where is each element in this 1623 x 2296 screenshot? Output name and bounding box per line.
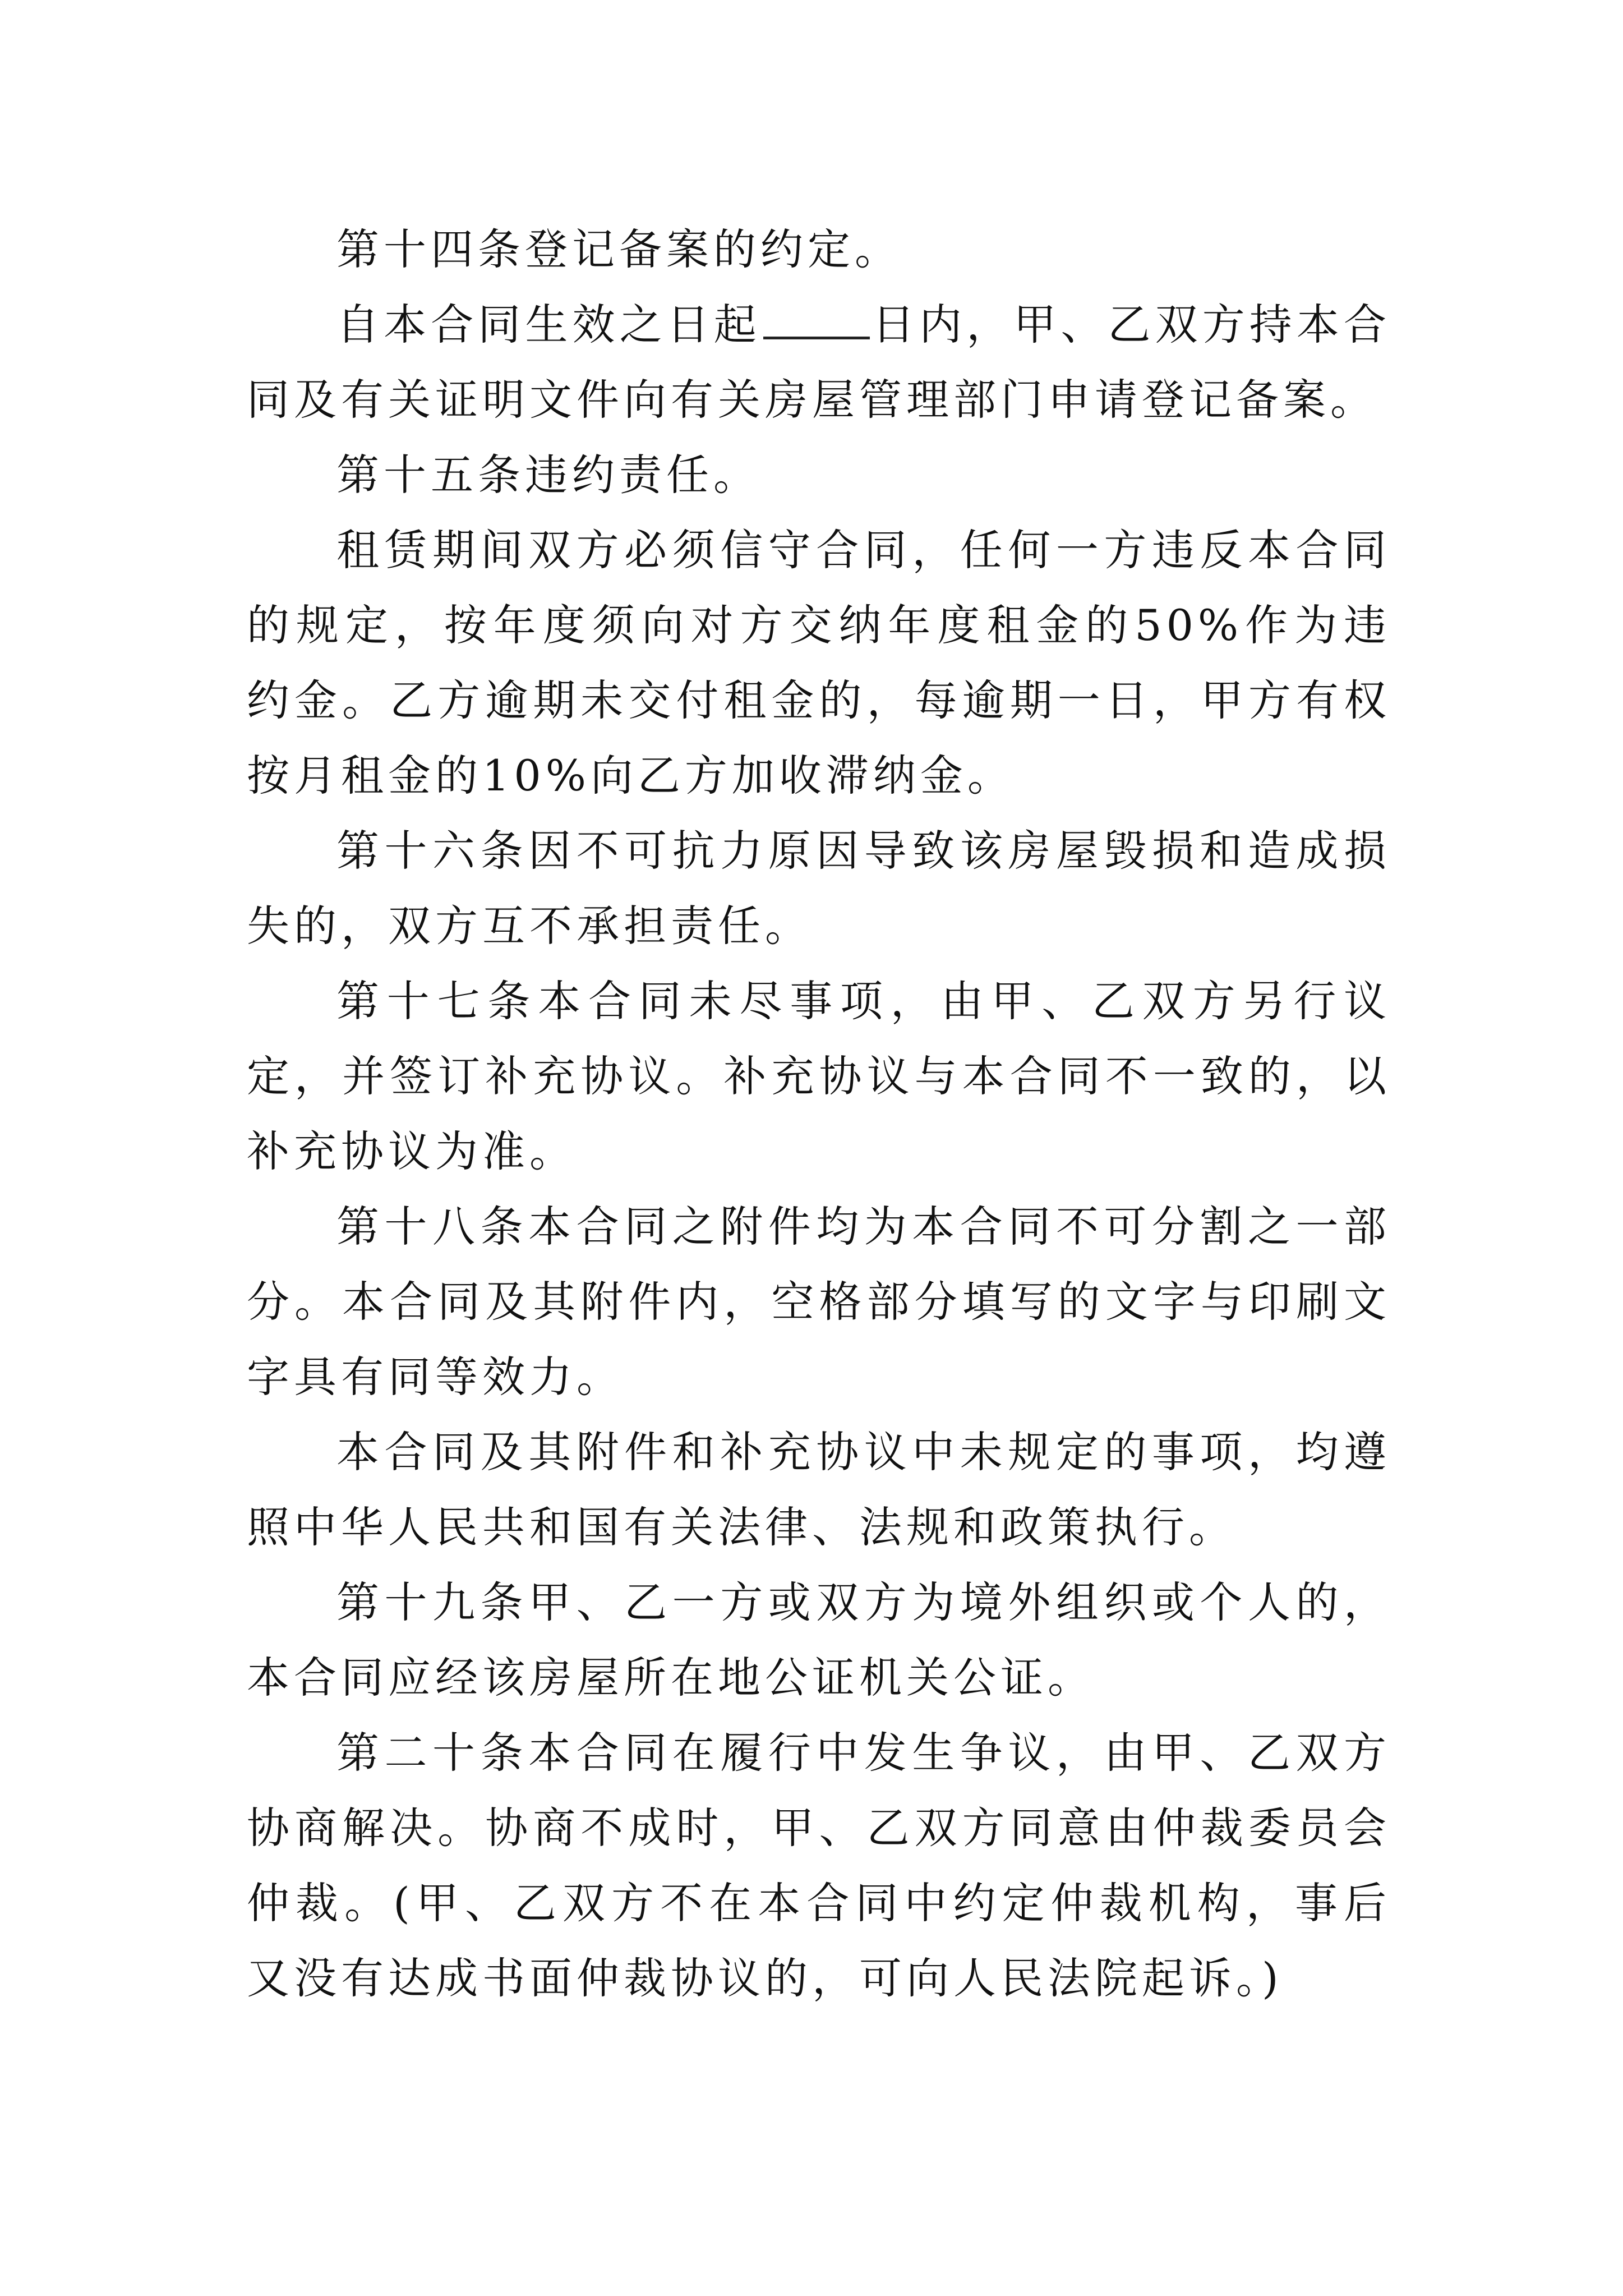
article-14-heading: 第十四条登记备案的约定。 [336, 224, 902, 274]
article-15-penalty-clause: 租赁期间双方必须信守合同，任何一方违反本合同的规定，按年度须向对方交纳年度租金的50%作为违约金。乙方逾期未交付租金的，每逾期一日，甲方有权按月租金的10%向乙方加收滞纳金。 [247, 525, 1391, 800]
applicable-law-clause: 本合同及其附件和补充协议中未规定的事项，均遵照中华人民共和国有关法律、法规和政策执行。 [247, 1427, 1391, 1552]
article-15-heading: 第十五条违约责任。 [336, 450, 760, 500]
article-16-force-majeure: 第十六条因不可抗力原因导致该房屋毁损和造成损失的，双方互不承担责任。 [247, 826, 1391, 951]
filing-clause-suffix: 日内，甲、乙双方持本合同及有关证明文件向有关房屋管理部门申请登记备案。 [247, 300, 1391, 425]
days-blank-field [763, 303, 870, 339]
contract-body [247, 212, 1391, 2016]
article-19-notarization: 第十九条甲、乙一方或双方为境外组织或个人的，本合同应经该房屋所在地公证机关公证。 [247, 1577, 1391, 1703]
article-17-supplementary: 第十七条本合同未尽事项，由甲、乙双方另行议定，并签订补充协议。补充协议与本合同不一致的，以补充协议为准。 [247, 976, 1391, 1176]
filing-clause-prefix: 自本合同生效之日起 [336, 300, 761, 349]
article-14-filing-clause [247, 287, 1391, 438]
article-18-attachments: 第十八条本合同之附件均为本合同不可分割之一部分。本合同及其附件内，空格部分填写的文字与印刷文字具有同等效力。 [247, 1202, 1391, 1402]
article-20-disputes: 第二十条本合同在履行中发生争议，由甲、乙双方协商解决。协商不成时，甲、乙双方同意由仲裁委员会仲裁。(甲、乙双方不在本合同中约定仲裁机构，事后又没有达成书面仲裁协议的，可向人民法院起诉。) [247, 1728, 1391, 2003]
